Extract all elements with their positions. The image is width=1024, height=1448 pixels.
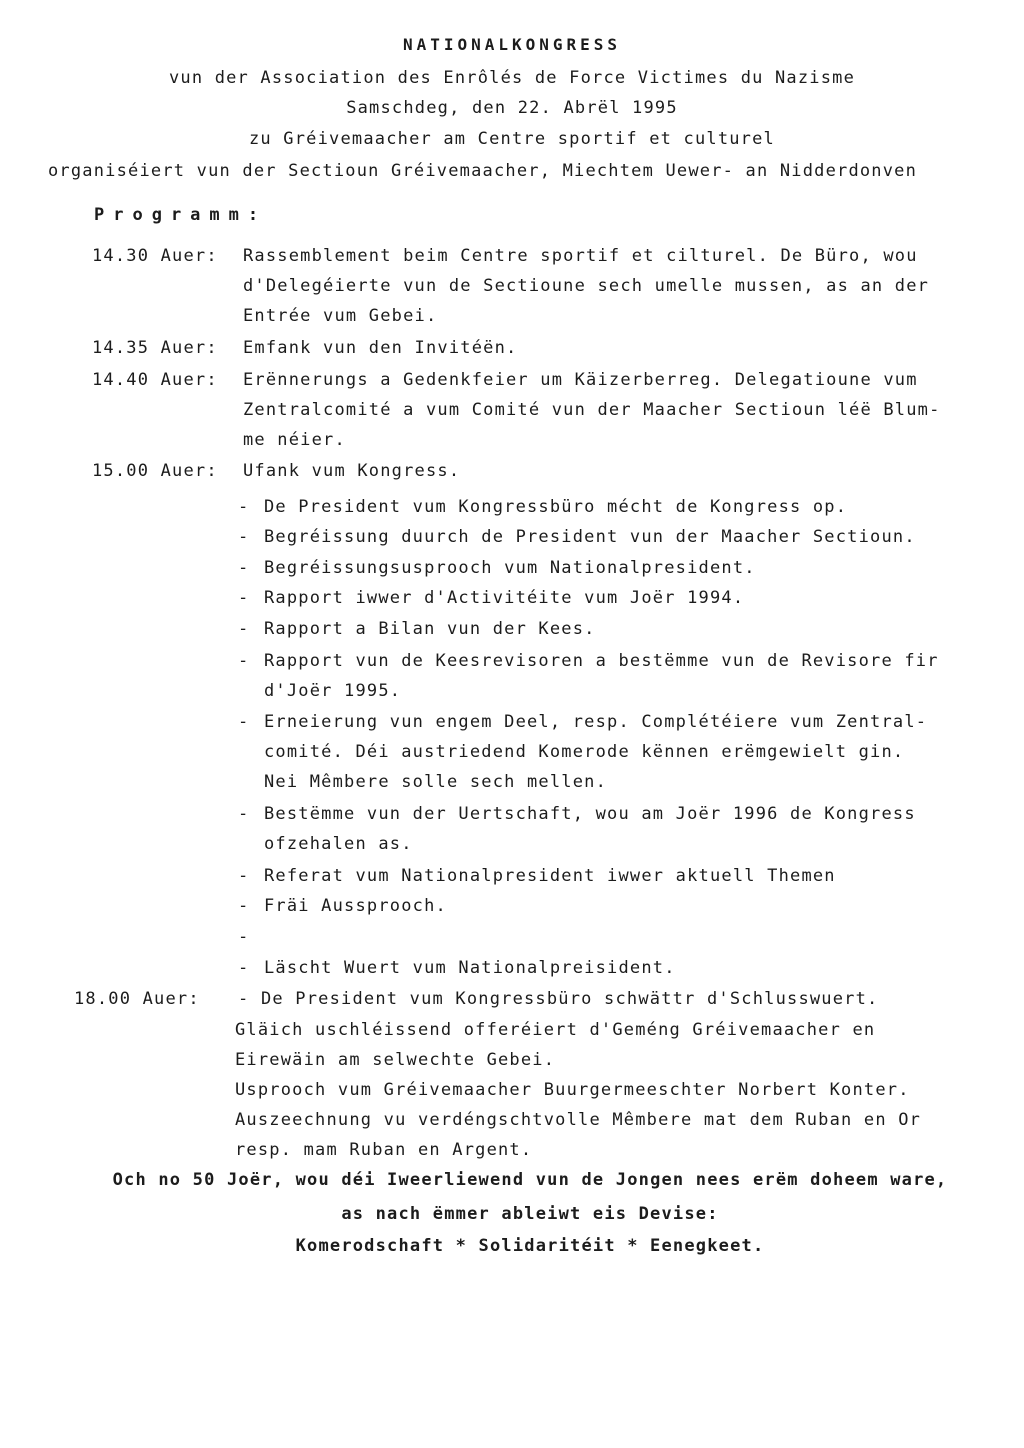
entry-line: Ufank vum Kongress. — [243, 461, 461, 481]
bullet-dash: - — [238, 558, 250, 578]
bullet-dash: - — [238, 804, 250, 824]
closing-description — [235, 1015, 921, 1165]
program-heading: Programm: — [94, 205, 268, 225]
bullet-line: Rapport vun de Keesrevisoren a bestëmme vun de Revisore fir — [264, 651, 939, 671]
bullet-dash: - — [238, 651, 250, 671]
bullet-dash: - — [238, 927, 250, 947]
entry-description — [243, 456, 460, 486]
bullet-line: ofzehalen as. — [264, 834, 413, 854]
date-line: Samschdeg, den 22. Abrël 1995 — [346, 98, 678, 118]
entry-description — [243, 241, 929, 331]
entry-line: d'Delegéierte vun de Sectioune sech umelle mussen, as an der — [243, 276, 930, 296]
entry-time: 14.40 Auer: — [92, 370, 218, 390]
entry-line: Erënnerungs a Gedenkfeier um Käizerberreg. Delegatioune vum — [243, 370, 918, 390]
association-line: vun der Association des Enrôlés de Force Victimes du Nazisme — [168, 68, 856, 88]
entry-line: Entrée vum Gebei. — [243, 306, 438, 326]
entry-time: 15.00 Auer: — [92, 461, 218, 481]
bullet-line: Begréissung duurch de President vun der Maacher Sectioun. — [264, 527, 916, 547]
bullet-dash: - — [238, 989, 250, 1009]
entry-time: 14.30 Auer: — [92, 246, 218, 266]
bullet-dash: - — [238, 527, 250, 547]
venue-line: zu Gréivemaacher am Centre sportif et culturel — [248, 129, 775, 149]
bullet-line: Erneierung vun engem Deel, resp. Complétéiere vum Zentral- — [264, 712, 928, 732]
bullet-dash: - — [238, 958, 250, 978]
bullet-line: Läscht Wuert vum Nationalpreisident. — [264, 958, 676, 978]
bullet-line: Bestëmme vun der Uertschaft, wou am Joër 1996 de Kongress — [264, 804, 916, 824]
closing-line: Gläich uschléissend offeréiert d'Geméng Gréivemaacher en — [235, 1020, 876, 1040]
entry-line: me néier. — [243, 430, 346, 450]
entry-description — [243, 333, 517, 363]
closing-line: resp. mam Ruban en Argent. — [235, 1140, 533, 1160]
closing-line: Eirewäin am selwechte Gebei. — [235, 1050, 556, 1070]
bullet-dash: - — [238, 866, 250, 886]
bullet-line: Rapport iwwer d'Activitéite vum Joër 1994. — [264, 588, 745, 608]
bullet-dash: - — [238, 497, 250, 517]
bullet-dash: - — [238, 588, 250, 608]
bullet-line: Nei Mêmbere solle sech mellen. — [264, 772, 608, 792]
bullet-line: Rapport a Bilan vun der Kees. — [264, 619, 596, 639]
bullet-dash: - — [238, 712, 250, 732]
entry-description — [243, 365, 941, 455]
footer-motto: Komerodschaft * Solidaritéit * Eenegkeet. — [295, 1236, 765, 1256]
bullet-line: d'Joër 1995. — [264, 681, 402, 701]
bullet-dash: - — [238, 896, 250, 916]
footer-line: as nach ëmmer ableiwt eis Devise: — [341, 1204, 719, 1224]
entry-line: Zentralcomité a vum Comité vun der Maacher Sectioun léë Blum- — [243, 400, 941, 420]
entry-line: Rassemblement beim Centre sportif et cilturel. De Büro, wou — [243, 246, 918, 266]
bullet-dash: - — [238, 619, 250, 639]
footer-line: Och no 50 Joër, wou déi Iweerliewend vun de Jongen nees erëm doheem ware, — [112, 1170, 948, 1190]
bullet-line: comité. Déi austriedend Komerode kënnen erëmgewielt gin. — [264, 742, 905, 762]
bullet-line: De President vum Kongressbüro mécht de Kongress op. — [264, 497, 848, 517]
closing-line: Usprooch vum Gréivemaacher Buurgermeeschter Norbert Konter. — [235, 1080, 910, 1100]
organizer-line: organiséiert vun der Sectioun Gréivemaacher, Miechtem Uewer- an Nidderdonven — [48, 161, 918, 181]
bullet-line: Referat vum Nationalpresident iwwer aktuell Themen — [264, 866, 836, 886]
bullet-line: De President vum Kongressbüro schwättr d'Schlusswuert. — [261, 989, 879, 1009]
entry-line: Emfank vun den Invitéën. — [243, 338, 518, 358]
entry-time: 14.35 Auer: — [92, 338, 218, 358]
bullet-line: Begréissungsusprooch vum Nationalpresident. — [264, 558, 756, 578]
entry-time: 18.00 Auer: — [74, 989, 200, 1009]
closing-line: Auszeechnung vu verdéngschtvolle Mêmbere mat dem Ruban en Or — [235, 1110, 922, 1130]
document-title: NATIONALKONGRESS — [402, 35, 622, 54]
bullet-line: Fräi Aussprooch. — [264, 896, 447, 916]
